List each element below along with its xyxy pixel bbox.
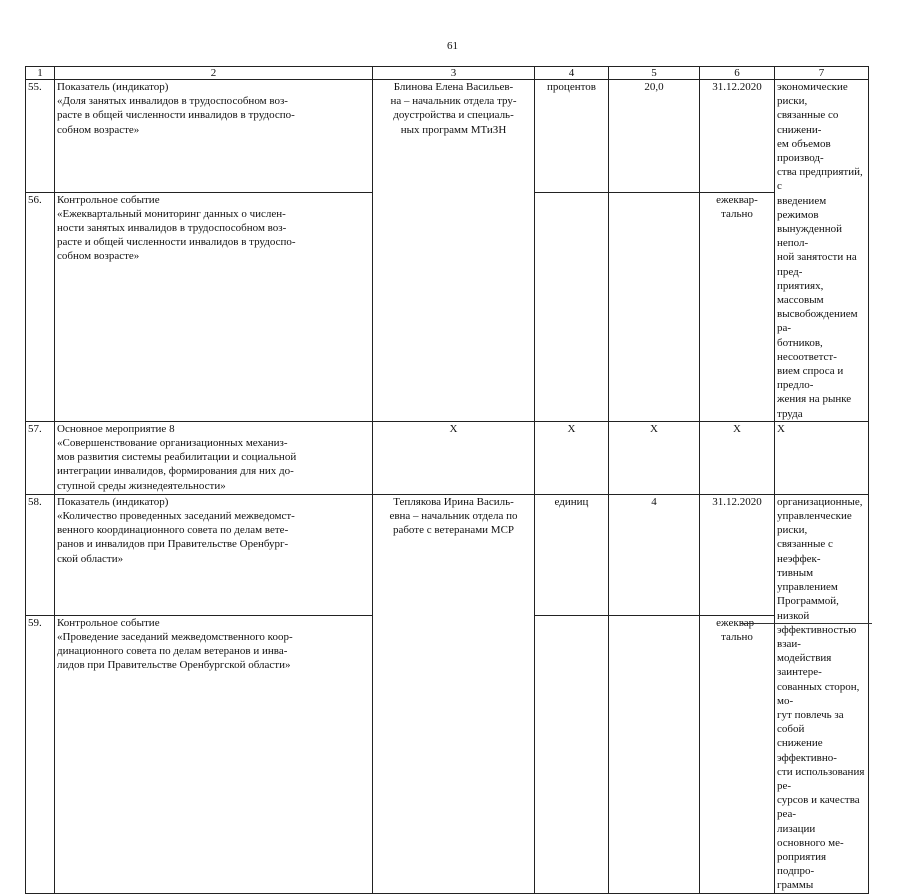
risk-line: управленческие риски, bbox=[777, 510, 852, 537]
risk-line: введением режимов bbox=[777, 194, 827, 221]
table-row-58 bbox=[26, 494, 869, 615]
risk-line: гут повлечь за собой bbox=[777, 708, 844, 736]
risk-line: экономические риски, bbox=[777, 81, 848, 108]
risk-line: организационные, bbox=[777, 495, 863, 508]
row-description bbox=[55, 494, 373, 615]
table-row-55 bbox=[26, 80, 869, 193]
description-line: «Доля занятых инвалидов в трудоспособном воз- bbox=[57, 95, 288, 108]
table-row-57 bbox=[26, 421, 869, 494]
row-description bbox=[55, 421, 373, 494]
risk-line: ботников, несоответст- bbox=[777, 336, 837, 363]
indicators-table bbox=[25, 66, 869, 894]
description-line: ской области» bbox=[57, 552, 124, 565]
responsible-line: работе с ветеранами МСР bbox=[392, 524, 515, 537]
period-line: ежеквар- bbox=[716, 193, 758, 206]
description-line: Контрольное событие bbox=[57, 193, 160, 206]
risk-line: ем объемов производ- bbox=[777, 137, 831, 165]
unit-cell bbox=[535, 615, 609, 893]
description-line: «Проведение заседаний межведомственного коор- bbox=[57, 630, 293, 643]
x-mark: Х bbox=[609, 421, 700, 494]
description-line: ности занятых инвалидов в трудоспособном воз- bbox=[57, 222, 287, 235]
risk-line: сурсов и качества реа- bbox=[777, 794, 860, 821]
col-header-2: 2 bbox=[55, 67, 373, 80]
x-mark: Х bbox=[775, 421, 869, 494]
risk-line: тивным управлением bbox=[777, 566, 838, 594]
col-header-7: 7 bbox=[775, 67, 869, 80]
risk-line: эффективностью взаи- bbox=[777, 623, 857, 650]
description-line: ступной среды жизнедеятельности» bbox=[57, 479, 226, 492]
risk-cell bbox=[775, 80, 869, 422]
period-line: ежеквар- bbox=[716, 616, 758, 629]
responsible-cell bbox=[373, 494, 535, 893]
risk-line: граммы bbox=[777, 879, 814, 892]
description-line: расте и общей численности инвалидов в трудоспо- bbox=[57, 236, 296, 249]
description-line: Показатель (индикатор) bbox=[57, 495, 169, 508]
description-line: динационного совета по делам ветеранов и инва- bbox=[57, 645, 288, 658]
risk-line: сти использования ре- bbox=[777, 765, 865, 792]
risk-line: роприятия подпро- bbox=[777, 850, 827, 878]
responsible-line: Блинова Елена Васильев- bbox=[393, 81, 514, 93]
value-cell: 20,0 bbox=[609, 80, 700, 193]
risk-line: сованных сторон, мо- bbox=[777, 680, 860, 707]
description-line: расте в общей численности инвалидов в трудоспо- bbox=[57, 109, 295, 122]
col-header-3: 3 bbox=[373, 67, 535, 80]
row-number: 58. bbox=[26, 494, 55, 615]
date-cell: 31.12.2020 bbox=[700, 80, 775, 193]
period-cell bbox=[700, 615, 775, 893]
row-number: 55. bbox=[26, 80, 55, 193]
risk-line: модействия заинтере- bbox=[777, 652, 832, 679]
description-line: «Количество проведенных заседаний межведомст- bbox=[57, 510, 295, 523]
period-line: тально bbox=[721, 630, 753, 643]
value-cell bbox=[609, 192, 700, 421]
col-header-1: 1 bbox=[26, 67, 55, 80]
risk-line: связанные с неэффек- bbox=[777, 538, 833, 565]
description-line: «Ежеквартальный мониторинг данных о числен- bbox=[57, 207, 286, 220]
responsible-cell bbox=[373, 80, 535, 422]
column-number-row bbox=[26, 67, 869, 80]
description-line: Контрольное событие bbox=[57, 616, 160, 629]
description-line: Основное мероприятие 8 bbox=[57, 422, 175, 435]
risk-line: вынужденной непол- bbox=[777, 223, 843, 250]
date-cell: 31.12.2020 bbox=[700, 494, 775, 615]
row-number: 59. bbox=[26, 615, 55, 893]
col-header-5: 5 bbox=[609, 67, 700, 80]
period-cell bbox=[700, 192, 775, 421]
x-mark: Х bbox=[535, 421, 609, 494]
responsible-line: ных программ МТиЗН bbox=[400, 123, 507, 136]
footer-divider bbox=[740, 623, 872, 624]
row-description bbox=[55, 615, 373, 893]
responsible-line: Теплякова Ирина Василь- bbox=[393, 495, 514, 508]
description-line: интеграции инвалидов, формирования для них до- bbox=[57, 465, 294, 478]
risk-line: Программой, низкой bbox=[777, 595, 839, 622]
responsible-line: евна – начальник отдела по bbox=[389, 510, 518, 523]
unit-cell bbox=[535, 192, 609, 421]
risk-line: высвобождением ра- bbox=[777, 308, 858, 335]
row-description bbox=[55, 192, 373, 421]
responsible-line: на – начальник отдела тру- bbox=[390, 95, 517, 108]
description-line: лидов при Правительстве Оренбургской области» bbox=[57, 659, 291, 672]
unit-cell: процентов bbox=[535, 80, 609, 193]
description-line: собном возрасте» bbox=[57, 250, 140, 263]
description-line: венного координационного совета по делам вете- bbox=[57, 524, 289, 537]
risk-line: ства предприятий, с bbox=[777, 166, 863, 193]
risk-line: вием спроса и предло- bbox=[777, 365, 844, 392]
description-line: «Совершенствование организационных механиз- bbox=[57, 437, 288, 450]
description-line: мов развития системы реабилитации и социальной bbox=[57, 451, 297, 464]
value-cell bbox=[609, 615, 700, 893]
value-cell: 4 bbox=[609, 494, 700, 615]
unit-cell: единиц bbox=[535, 494, 609, 615]
x-mark: Х bbox=[373, 421, 535, 494]
col-header-6: 6 bbox=[700, 67, 775, 80]
row-description bbox=[55, 80, 373, 193]
risk-line: связанные со снижени- bbox=[777, 109, 839, 136]
x-mark: Х bbox=[700, 421, 775, 494]
risk-line: ной занятости на пред- bbox=[777, 251, 857, 278]
page-number: 61 bbox=[447, 40, 458, 52]
period-line: тально bbox=[721, 207, 753, 220]
risk-line: жения на рынке труда bbox=[777, 393, 852, 420]
col-header-4: 4 bbox=[535, 67, 609, 80]
risk-cell bbox=[775, 494, 869, 893]
risk-line: снижение эффективно- bbox=[777, 737, 837, 764]
row-number: 56. bbox=[26, 192, 55, 421]
risk-line: лизации основного ме- bbox=[777, 822, 844, 849]
risk-line: приятиях, массовым bbox=[777, 279, 824, 307]
description-line: ранов и инвалидов при Правительстве Оренбург- bbox=[57, 538, 289, 551]
responsible-line: доустройства и специаль- bbox=[393, 109, 514, 122]
description-line: Показатель (индикатор) bbox=[57, 81, 169, 93]
row-number: 57. bbox=[26, 421, 55, 494]
description-line: собном возрасте» bbox=[57, 123, 140, 136]
